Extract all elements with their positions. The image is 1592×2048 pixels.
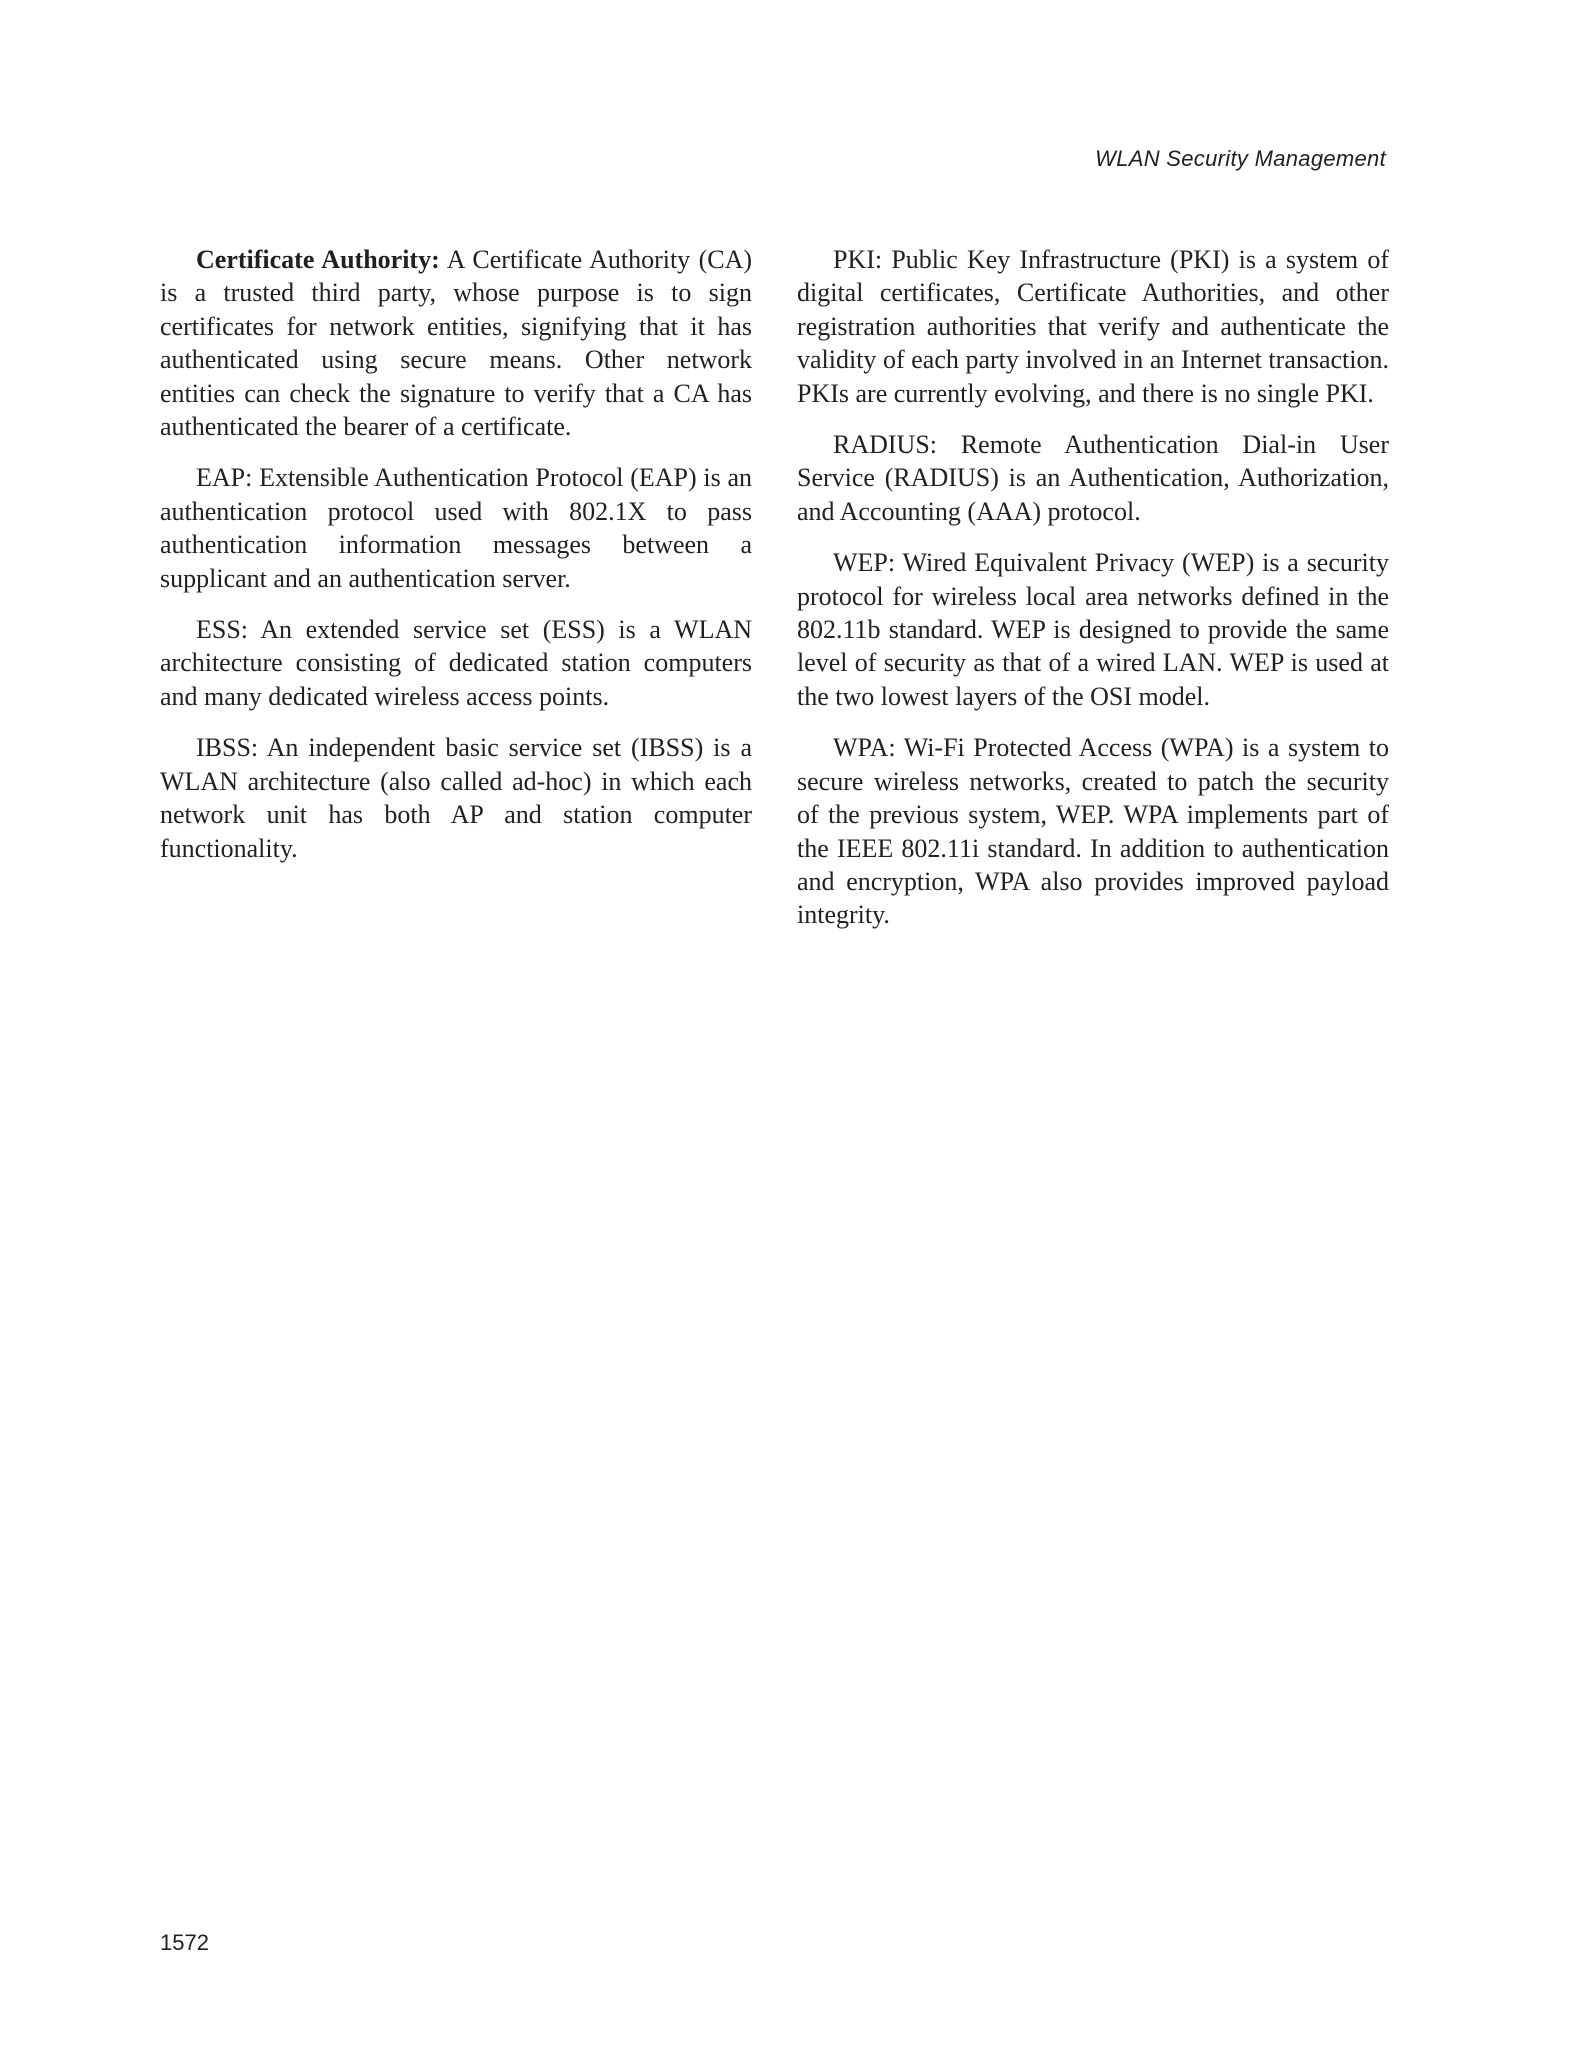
- left-column: [160, 243, 752, 883]
- definition-pki: PKI: Public Key Infrastructure (PKI) is a system of digital certificates, Certificate Authorities, and other registration authorities that verify and authenticate the validity of each party involved in an Internet transaction. PKIs are currently evolving, and there is no single PKI.: [797, 245, 1389, 408]
- definition-eap: EAP: Extensible Authentication Protocol (EAP) is an authentication protocol used with 802.1X to pass authentication information messages between a supplicant and an authentication server.: [160, 463, 752, 593]
- running-header: WLAN Security Management: [1095, 146, 1386, 171]
- definition-certificate-authority: [160, 243, 752, 443]
- page-number: 1572: [160, 1930, 209, 1955]
- definition-ess: ESS: An extended service set (ESS) is a WLAN architecture consisting of dedicated station computers and many dedicated wireless access points.: [160, 615, 752, 711]
- term-certificate-authority: Certificate Authority:: [196, 245, 440, 274]
- definition-wep: WEP: Wired Equivalent Privacy (WEP) is a security protocol for wireless local area networks defined in the 802.11b standard. WEP is designed to provide the same level of security as that of a wired LAN. WEP is used at the two lowest layers of the OSI model.: [797, 548, 1389, 711]
- definition-radius: RADIUS: Remote Authentication Dial-in User Service (RADIUS) is an Authentication, Authorization, and Accounting (AAA) protocol.: [797, 430, 1389, 526]
- definition-text: A Certificate Authority (CA) is a trusted third party, whose purpose is to sign certificates for network entities, signifying that it has authenticated using secure means. Other network entities can check the signature to verify that a CA has authenticated the bearer of a certificate.: [160, 245, 753, 442]
- definition-wpa: WPA: Wi-Fi Protected Access (WPA) is a system to secure wireless networks, created to patch the security of the previous system, WEP. WPA implements part of the IEEE 802.11i standard. In addition to authentication and encryption, WPA also provides improved payload integrity.: [797, 733, 1389, 930]
- definition-ibss: IBSS: An independent basic service set (IBSS) is a WLAN architecture (also called ad-hoc) in which each network unit has both AP and station computer functionality.: [160, 733, 752, 863]
- right-column: [797, 243, 1389, 950]
